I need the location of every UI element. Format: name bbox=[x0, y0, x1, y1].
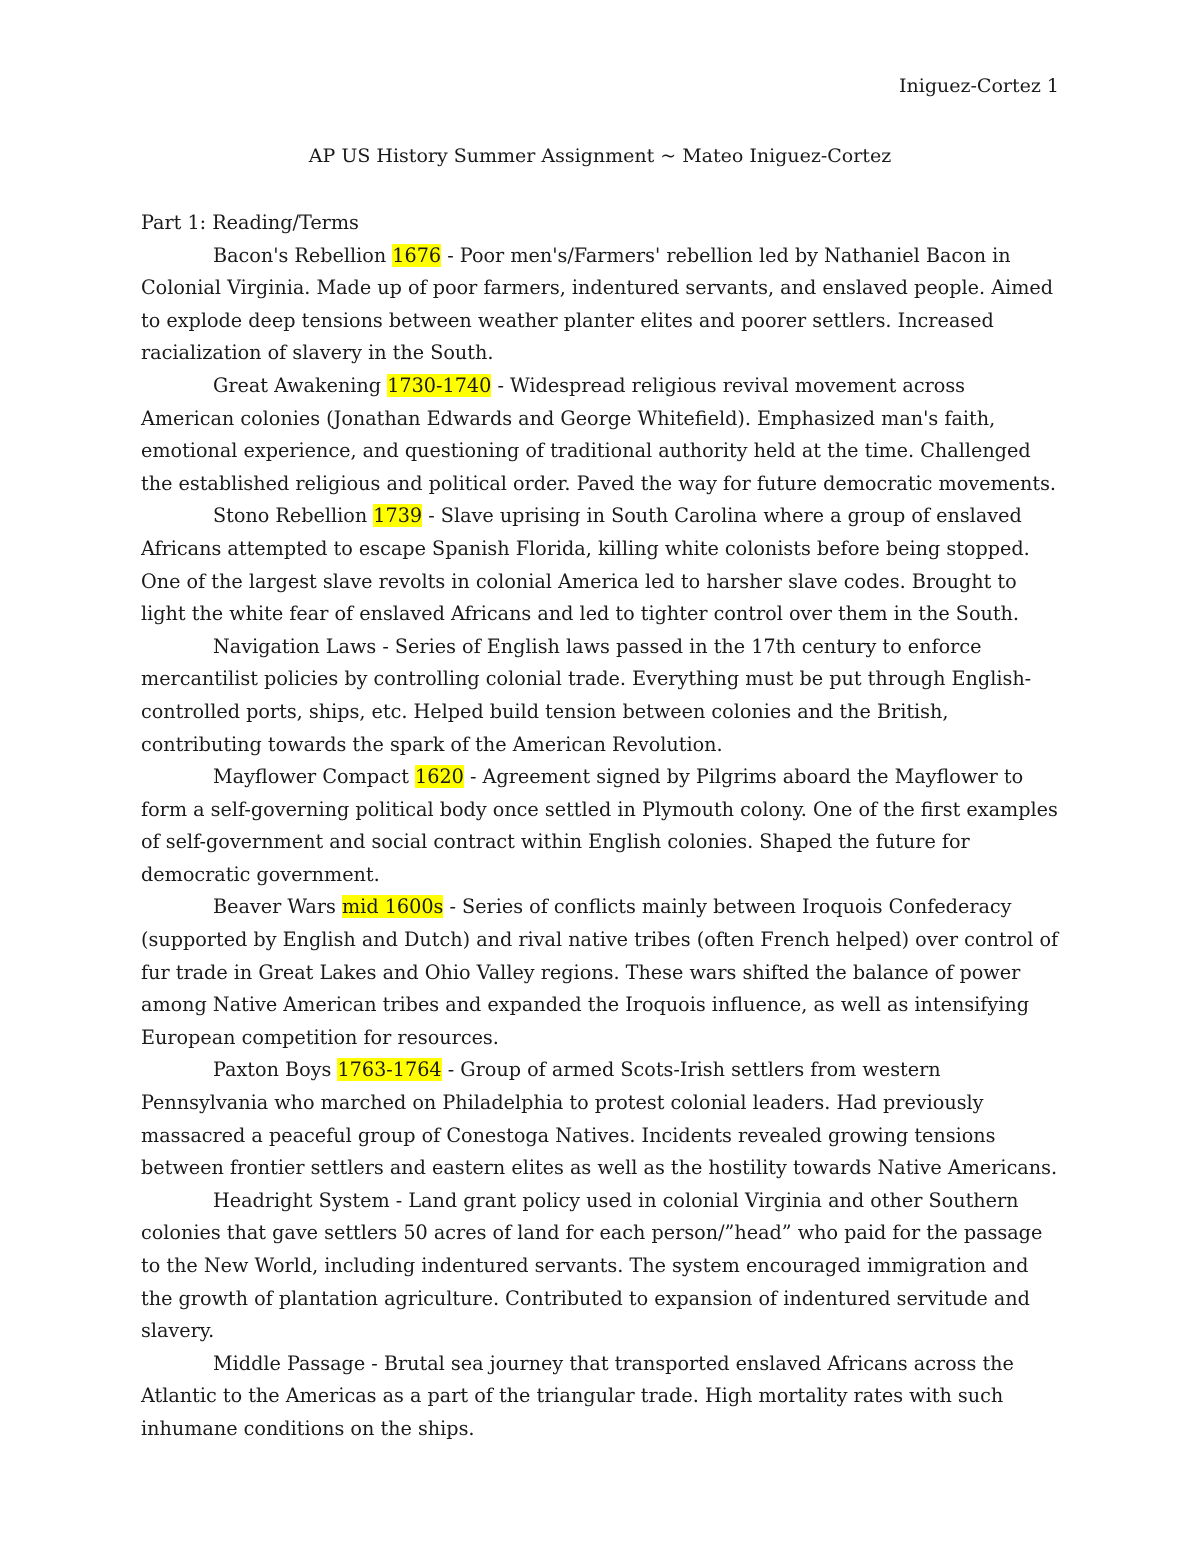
term-name: Stono Rebellion bbox=[213, 504, 374, 528]
term-definition: - Land grant policy used in colonial Virginia and other Southern colonies that gave settlers 50 acres of land for each person/”head” who paid for the passage to the New World, including indentured servants. The system encouraged immigration and the growth of plantation agriculture. Contributed to expansion of indentured servitude and slavery. bbox=[141, 1188, 1043, 1343]
term-great-awakening bbox=[141, 370, 1061, 500]
term-name: Middle Passage bbox=[213, 1351, 366, 1375]
term-date-highlight: 1763-1764 bbox=[337, 1058, 442, 1082]
term-date-highlight: mid 1600s bbox=[341, 895, 444, 919]
term-name: Beaver Wars bbox=[213, 895, 342, 919]
term-definition: - Widespread religious revival movement across American colonies (Jonathan Edwards and George Whitefield). Emphasized man's faith, emotional experience, and questioning of traditional authority held at the time. Challenged the established religious and political order. Paved the way for future democratic movements. bbox=[141, 373, 1057, 495]
page-title: AP US History Summer Assignment ~ Mateo Iniguez-Cortez bbox=[308, 145, 892, 167]
document-body bbox=[141, 207, 1061, 1446]
part-heading: Part 1: Reading/Terms bbox=[141, 211, 359, 234]
term-definition: - Group of armed Scots-Irish settlers from western Pennsylvania who marched on Philadelphia to protest colonial leaders. Had previously massacred a peaceful group of Conestoga Natives. Incidents revealed growing tensions between frontier settlers and eastern elites as well as the hostility towards Native Americans. bbox=[141, 1058, 1058, 1180]
term-headright-system bbox=[141, 1185, 1061, 1348]
term-name: Navigation Laws bbox=[213, 634, 377, 658]
running-head: Iniguez-Cortez 1 bbox=[899, 75, 1059, 97]
term-date-highlight: 1730-1740 bbox=[387, 373, 492, 397]
term-definition: - Slave uprising in South Carolina where a group of enslaved Africans attempted to escape Spanish Florida, killing white colonists before being stopped. One of the largest slave revolts in colonial America led to harsher slave codes. Brought to light the white fear of enslaved Africans and led to tighter control over them in the South. bbox=[141, 504, 1030, 626]
term-stono-rebellion bbox=[141, 500, 1061, 630]
term-date-highlight: 1620 bbox=[415, 765, 464, 789]
term-definition: - Agreement signed by Pilgrims aboard the Mayflower to form a self-governing political body once settled in Plymouth colony. One of the first examples of self-government and social contract within English colonies. Shaped the future for democratic government. bbox=[141, 765, 1058, 886]
term-definition: - Poor men's/Farmers' rebellion led by Nathaniel Bacon in Colonial Virginia. Made up of poor farmers, indentured servants, and enslaved people. Aimed to explode deep tensions between weather planter elites and poorer settlers. Increased racialization of slavery in the South. bbox=[141, 243, 1054, 365]
term-middle-passage bbox=[141, 1348, 1061, 1446]
term-name: Paxton Boys bbox=[213, 1058, 338, 1082]
term-name: Bacon's Rebellion bbox=[213, 243, 393, 267]
term-name: Headright System bbox=[213, 1188, 390, 1212]
term-navigation-laws bbox=[141, 631, 1061, 761]
term-definition: - Series of English laws passed in the 17th century to enforce mercantilist policies by controlling colonial trade. Everything must be put through English-controlled ports, ships, etc. Helped build tension between colonies and the British, contributing towards the spark of the American Revolution. bbox=[141, 634, 1032, 756]
term-bacons-rebellion bbox=[141, 240, 1061, 370]
term-mayflower-compact bbox=[141, 761, 1061, 891]
term-name: Great Awakening bbox=[213, 373, 388, 397]
term-date-highlight: 1676 bbox=[392, 243, 442, 267]
term-name: Mayflower Compact bbox=[213, 765, 416, 789]
term-beaver-wars bbox=[141, 891, 1061, 1054]
term-paxton-boys bbox=[141, 1054, 1061, 1184]
term-definition: - Brutal sea journey that transported enslaved Africans across the Atlantic to the Americas as a part of the triangular trade. High mortality rates with such inhumane conditions on the ships. bbox=[141, 1351, 1014, 1440]
term-date-highlight: 1739 bbox=[373, 504, 423, 528]
term-definition: - Series of conflicts mainly between Iroquois Confederacy (supported by English and Dutch) and rival native tribes (often French helped) over control of fur trade in Great Lakes and Ohio Valley regions. These wars shifted the balance of power among Native American tribes and expanded the Iroquois influence, as well as intensifying European competition for resources. bbox=[141, 895, 1059, 1049]
